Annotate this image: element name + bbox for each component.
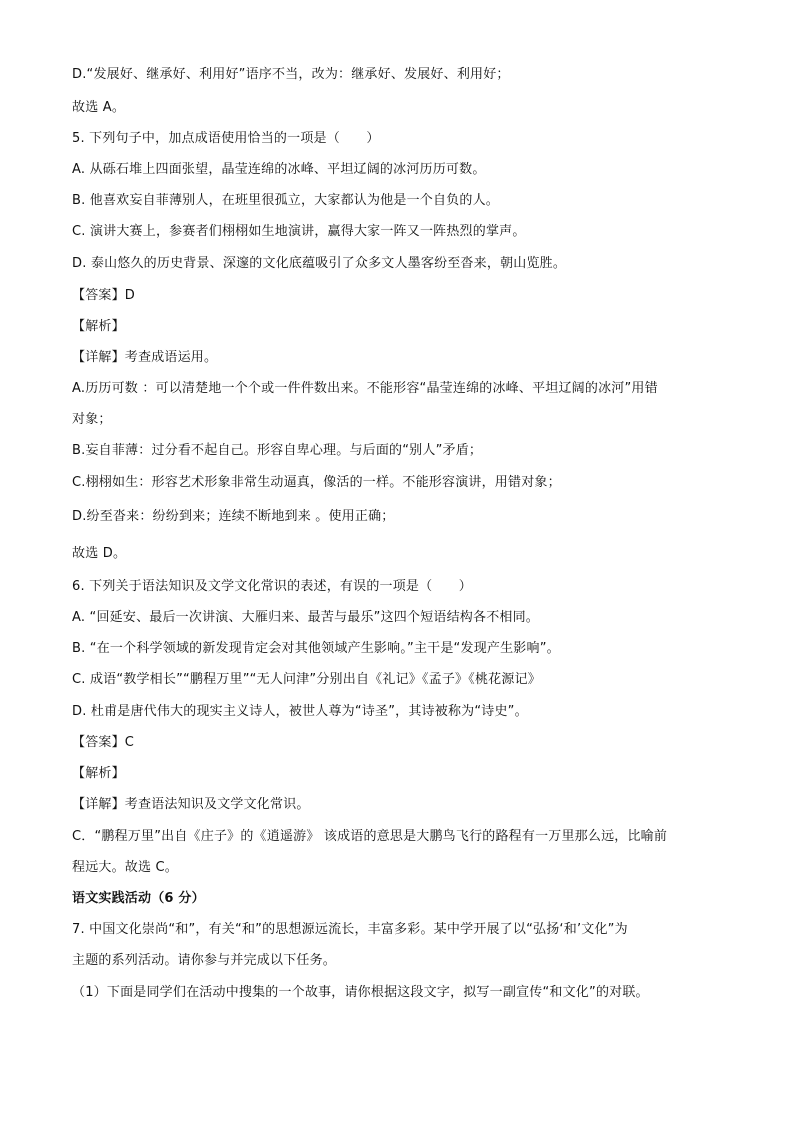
question-5-answer: 【答案】D xyxy=(72,288,136,303)
option-d-q4-explanation: D.“发展好、继承好、利用好”语序不当，改为：继承好、发展好、利用好； xyxy=(72,67,510,82)
question-5-detail-a-cont: 对象； xyxy=(72,412,112,427)
question-5-detail-d: D.纷至沓来：纷纷到来；连续不断地到来 。使用正确； xyxy=(72,509,395,524)
question-5-stem: 5. 下列句子中，加点成语使用恰当的一项是（ ） xyxy=(72,131,380,146)
question-5-conclusion: 故选 D。 xyxy=(72,546,127,561)
q4-conclusion: 故选 A。 xyxy=(72,100,126,115)
question-6-option-a: A. “回延安、最后一次讲演、大雁归来、最苦与最乐”这四个短语结构各不相同。 xyxy=(72,610,539,625)
question-7-task-1: （1）下面是同学们在活动中搜集的一个故事，请你根据这段文字，拟写一副宣传“和文化”的对联。 xyxy=(72,985,649,1000)
question-5-analysis-heading: 【解析】 xyxy=(72,319,125,334)
question-5-detail-a: A.历历可数 ：可以清楚地一个个或一件件数出来。不能形容“晶莹连绵的冰峰、平坦辽阔的冰河”用错 xyxy=(72,381,658,396)
question-5-detail-b: B.妄自菲薄：过分看不起自己。形容自卑心理。与后面的“别人”矛盾； xyxy=(72,443,483,458)
section-heading-practice: 语文实践活动（6 分） xyxy=(72,891,205,906)
question-6-option-c: C. 成语“教学相长”“鹏程万里”“无人问津”分别出自《礼记》《孟子》《桃花源记》 xyxy=(72,672,541,687)
question-6-detail: 【详解】考查语法知识及文学文化常识。 xyxy=(72,797,310,812)
question-6-option-b: B. “在一个科学领域的新发现肯定会对其他领域产生影响。”主干是“发现产生影响”。 xyxy=(72,641,560,656)
question-6-answer: 【答案】C xyxy=(72,735,135,750)
question-7-stem-cont: 主题的系列活动。请你参与并完成以下任务。 xyxy=(72,953,337,968)
question-6-option-d: D. 杜甫是唐代伟大的现实主义诗人，被世人尊为“诗圣”，其诗被称为“诗史”。 xyxy=(72,704,528,719)
question-5-option-d: D. 泰山悠久的历史背景、深邃的文化底蕴吸引了众多文人墨客纷至沓来，朝山览胜。 xyxy=(72,256,567,271)
question-6-detail-c-cont: 程远大。故选 C。 xyxy=(72,860,179,875)
question-5-option-b: B. 他喜欢妄自菲薄别人，在班里很孤立，大家都认为他是一个自负的人。 xyxy=(72,193,499,208)
question-6-analysis-heading: 【解析】 xyxy=(72,766,125,781)
question-6-detail-c: C．“鹏程万里”出自《庄子》的《逍遥游》 该成语的意思是大鹏鸟飞行的路程有一万里那么远，比喻前 xyxy=(72,829,668,844)
question-5-option-c: C. 演讲大赛上，参赛者们栩栩如生地演讲，赢得大家一阵又一阵热烈的掌声。 xyxy=(72,224,526,239)
question-5-detail-c: C.栩栩如生：形容艺术形象非常生动逼真，像活的一样。不能形容演讲，用错对象； xyxy=(72,475,561,490)
question-5-option-a: A. 从砾石堆上四面张望，晶莹连绵的冰峰、平坦辽阔的冰河历历可数。 xyxy=(72,162,486,177)
question-6-stem: 6. 下列关于语法知识及文学文化常识的表述，有误的一项是（ ） xyxy=(72,579,472,594)
question-5-detail: 【详解】考查成语运用。 xyxy=(72,350,218,365)
question-7-stem: 7. 中国文化崇尚“和”，有关“和”的思想源远流长，丰富多彩。某中学开展了以“弘扬‘和’文化”为 xyxy=(72,922,628,937)
